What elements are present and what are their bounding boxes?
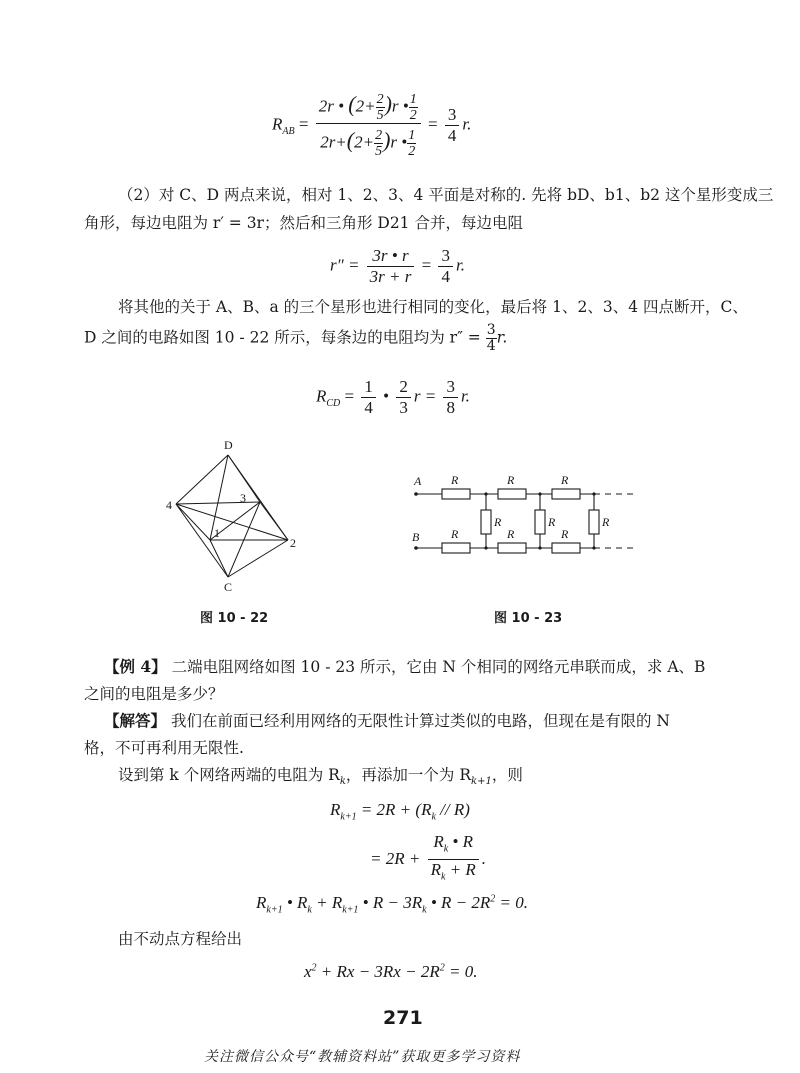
resistor-top-3: [552, 489, 580, 499]
junction-top-3: [592, 492, 595, 495]
caption-figure-10-22: 图 10 - 22: [200, 611, 269, 626]
label-d: D: [224, 438, 233, 452]
answer-line-1: 【解答】 我们在前面已经利用网络的无限性计算过类似的电路，但现在是有限的 N: [104, 711, 670, 730]
paragraph-2-line-1: 将其他的关于 A、B、a 的三个星形也进行相同的变化，最后将 1、2、3、4 四点断开，C、: [118, 298, 748, 316]
label-r-top-2: R: [507, 473, 515, 487]
label-3: 3: [240, 491, 246, 505]
junction-bottom-3: [592, 546, 595, 549]
paragraph-2-line-2: D 之间的电路如图 10 - 22 所示，每条边的电阻均为 r″ = $\frac{3}{4}$ r.: [84, 322, 508, 354]
label-4: 4: [166, 498, 172, 512]
resistor-bottom-1: [442, 543, 470, 553]
equation-recurrence-expanded: = 2R + $\frac{R_k • R}{R_k + R}$ .: [370, 832, 487, 883]
page-number: 271: [383, 1007, 423, 1029]
answer-line-2: 格，不可再利用无限性.: [84, 739, 244, 757]
label-r-bottom-2: R: [507, 527, 515, 541]
answer-tag: 【解答】: [104, 711, 167, 730]
resistor-top-1: [442, 489, 470, 499]
label-r-bottom-1: R: [451, 527, 459, 541]
label-r-bottom-3: R: [561, 527, 569, 541]
example-line-1: 【例 4】 二端电阻网络如图 10 - 23 所示，它由 N 个相同的网络元串联而成，求 A、B: [104, 657, 706, 676]
label-r-vertical-3: R: [602, 515, 610, 529]
junction-top-1: [484, 492, 487, 495]
equation-fixed-point: $x^2 + Rx - 3Rx - 2R^2 = 0$.: [304, 962, 478, 981]
node-a: [414, 492, 418, 496]
equation-rab: $R_{AB}$ = 2r • (2+ $\frac{2}{5}$ )r • $\frac{1}{2}$ 2r+(2+ $\frac{2}{5}$ )r • $\frac{1}{2}$ = $\frac{3}{4}$ r.: [272, 91, 472, 159]
equation-r-double-prime: r″ = $\frac{3r • r}{3r + r}$ = $\frac{3}{4}$ r.: [330, 246, 465, 286]
eq1-main-fraction: 2r • (2+ $\frac{2}{5}$ )r • $\frac{1}{2}$ 2r+(2+ $\frac{2}{5}$ )r • $\frac{1}{2}$: [316, 92, 421, 159]
figure-10-22: [160, 430, 310, 600]
edge-d-4: [176, 455, 228, 504]
label-r-vertical-1: R: [494, 515, 502, 529]
equation-product-form: $R_{k+1}$ • $R_k + R_{k+1}$ • $R - 3R_k$ • $R - 2R^2 = 0$.: [256, 893, 529, 916]
label-r-vertical-2: R: [548, 515, 556, 529]
caption-figure-10-23: 图 10 - 23: [494, 611, 563, 626]
edge-3-2: [260, 502, 288, 540]
eq1-lhs: R: [272, 114, 283, 134]
example-line-2: 之间的电阻是多少？: [84, 685, 224, 703]
label-c: C: [224, 580, 233, 594]
equation-rcd: $R_{CD}$ = $\frac{1}{4}$ • $\frac{2}{3}$ r = $\frac{3}{8}$ r.: [316, 377, 470, 417]
edge-c-1: [210, 540, 228, 577]
junction-top-2: [538, 492, 541, 495]
equation-recurrence: $R_{k+1} = 2R + (R_k // R)$: [330, 800, 470, 823]
label-b: B: [412, 530, 420, 544]
resistor-vertical-1: [481, 510, 491, 534]
resistor-vertical-3: [589, 510, 599, 534]
label-r-top-1: R: [451, 473, 459, 487]
example-tag: 【例 4】: [104, 657, 167, 676]
resistor-top-2: [498, 489, 526, 499]
footer-note: 关注微信公众号“教辅资料站”获取更多学习资料: [204, 1049, 521, 1065]
resistor-bottom-2: [498, 543, 526, 553]
node-b: [414, 546, 418, 550]
junction-bottom-2: [538, 546, 541, 549]
resistor-bottom-3: [552, 543, 580, 553]
label-1: 1: [214, 526, 220, 540]
paragraph-3: 设到第 k 个网络两端的电阻为 $R_k$，再添加一个为 $R_{k+1}$，则: [118, 766, 523, 788]
edge-c-2: [228, 540, 288, 577]
resistor-vertical-2: [535, 510, 545, 534]
junction-bottom-1: [484, 546, 487, 549]
label-r-top-3: R: [561, 473, 569, 487]
label-a: A: [414, 474, 422, 488]
paragraph-1-line-2: 角形，每边电阻为 r′ = 3r；然后和三角形 D21 合并，每边电阻: [84, 214, 523, 232]
paragraph-4: 由不动点方程给出: [118, 930, 243, 948]
figure-10-23: [406, 470, 646, 560]
paragraph-1-line-1: （2）对 C、D 两点来说，相对 1、2、3、4 平面是对称的. 先将 bD、b1、b2 这个星形变成三: [118, 186, 774, 204]
label-2: 2: [290, 536, 296, 550]
eq1-result-fraction: $\frac{3}{4}$: [445, 105, 460, 146]
